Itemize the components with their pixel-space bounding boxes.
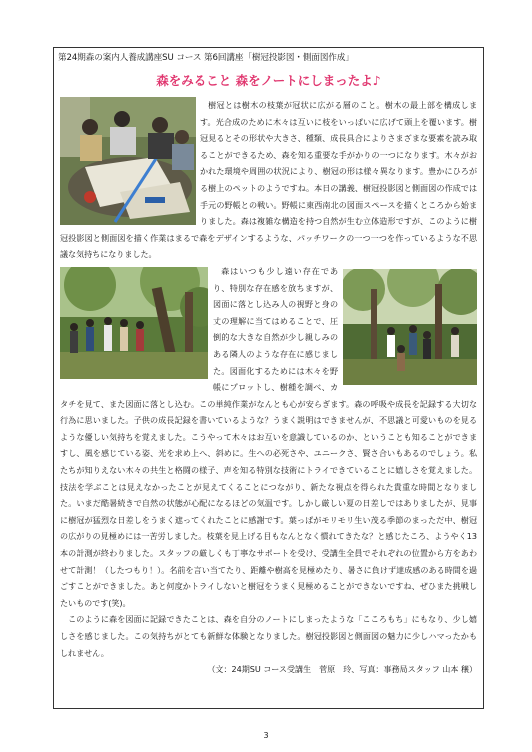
paragraph-2-text: 森はいつも少し遠い存在であり、特別な存在感を放ちますが、図面に落とし込み人の視野と身の丈の理解に当てはめることで、圧倒的な大きな自然が少し親しみのある隣人のような存在に感じました。図面化するためには木々を野帳にプロットし、樹種を調べ、カタチを見て、また図面に落とし込む。この単純作業がなんとも心が安らぎます。森の呼吸や成長を記録する大切な行為に思いました。子供の成長記録を書いているような？うまく説明はできませんが、不思議と可愛いものを見るような優しい気持ちを覚えました。こうやって木々はお互いを意識しているのか、ということも知ることができますし、風を感じている姿、光を求め上へ、斜めに。生への必死さや、ユニークさ、賢さ合いもあるのでしょう。私たちが知りえない木々の共生と格闘の様子、声を知る特別な技術にトライできていることに嬉しさを覚えました。技法を学ぶことは見えなかったことが見えてくることにつながり、新たな視点を得られた貴重な時間となりました。いまだ酷暑続きで自然の状態が心配になるほどの気温です。しかし厳しい夏の日差しではありましたが、見事に樹冠が猛烈な日差しをうまく遮ってくれたことに感謝です。葉っぱがモリモリ生い茂る季節のまっただ中、樹冠の広がりの見極めには一苦労しました。枝葉を見上げる目もなんとなく慣れてきたな？と感じたころ、ようやく13本の計測が終わりました。スタッフの厳しくも丁寧なサポートを受け、受講生全員でそれぞれの位置から方をあわせて計測！（したつもり！）。名前を言い当てたり、距離や樹高を見極めたり、暑さに負けず達成感のある時間を過ごすことができました。あと何度かトライしないと樹冠をうまく見極めることができないですね、ぜひまた挑戦したいものです(笑)。 xyxy=(60,265,477,608)
paragraph-2 xyxy=(60,263,477,611)
article-body xyxy=(60,97,477,678)
paragraph-1 xyxy=(60,97,477,263)
article-title xyxy=(53,73,484,89)
paragraph-3: このように森を図面に記録できたことは、森を自分のノートにしまったような「こころもち」にもなり、少し嬉しさを感じました。この気持ちがとても新鮮な体験となりました。樹冠投影図と側面図の魅力に少しハマったかもしれません。 xyxy=(60,614,477,658)
photo-group-among-trees xyxy=(60,267,208,379)
photo-forest-measuring xyxy=(343,269,477,385)
course-header: 第24期森の案内人養成講座SU コース 第6回講座「樹冠投影図・側面図作成」 xyxy=(58,53,354,63)
music-note-icon: ♪ xyxy=(372,73,381,88)
page-number: 3 xyxy=(263,731,269,740)
paragraph-1-text: 樹冠とは樹木の枝葉が冠状に広がる層のこと。樹木の最上部を構成します。光合成のために木々は互いに枝をいっぱいに広げて頭上を覆います。樹冠見るとその形状や大きさ、種類、成長具合によりさまざまな要素を読み取ることができるため、森を知る重要な手がかりの一つになります。木々がおかれた環境や周囲の状況により、樹冠の形は様々異なります。豊かにひろがる樹上のペットのようですね。本日の講義、樹冠投影図と側面図の作成では手元の野帳との戦い。野帳に東西南北の図面スペースを描くところから始まりました。森は複雑な構造を持つ自然が生む立体造形ですが、このように樹冠投影図と側面図を描く作業はまるで森をデザインするような、パッチワークの一つ一つを作っているような不思議な気持ちになりました。 xyxy=(60,100,477,260)
title-text: 森をみること 森をノートにしまったよ xyxy=(156,73,373,88)
author-credit: （文：24期SU コース受講生 菅原 玲、写真：事務局スタッフ 山本 穣） xyxy=(207,664,477,675)
photo-study-group xyxy=(60,97,196,225)
